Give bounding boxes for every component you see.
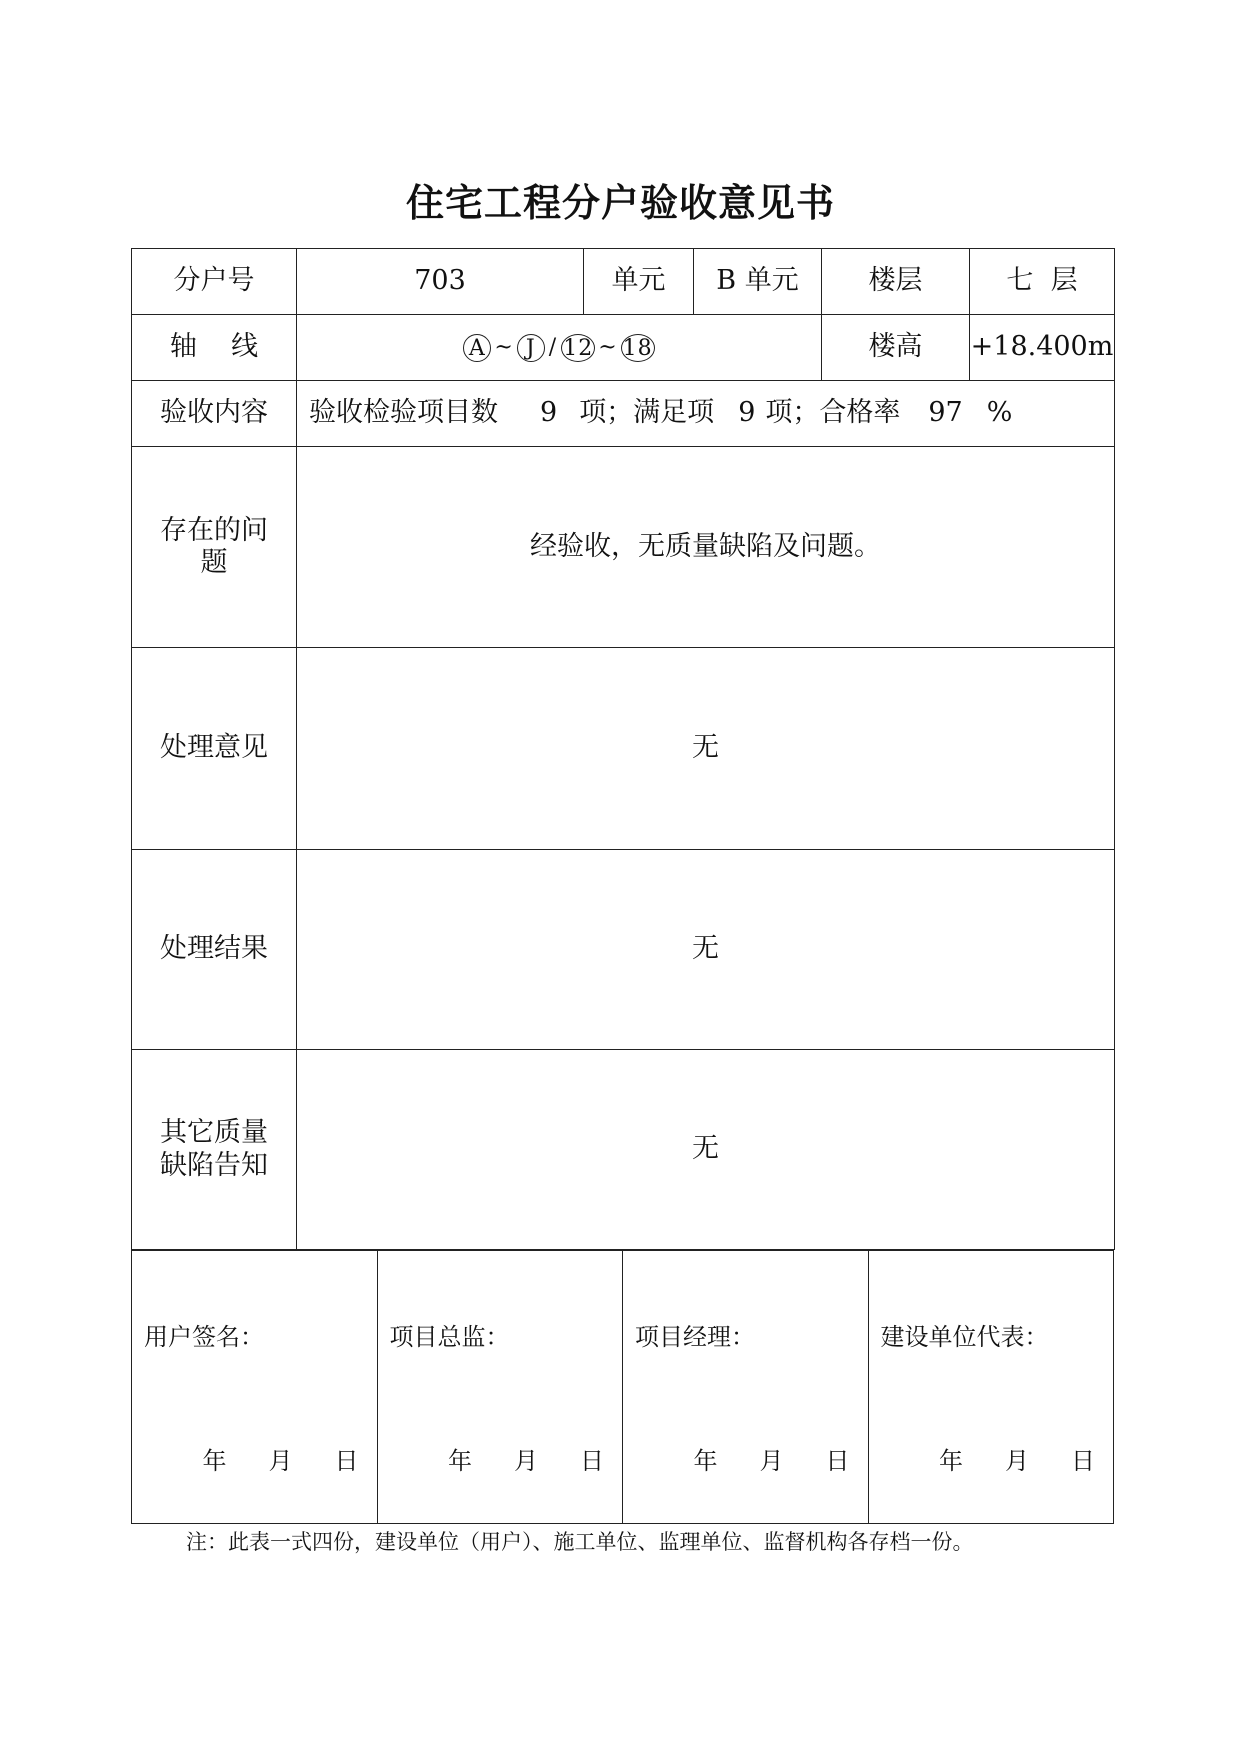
tilde-sep: ~ <box>598 334 618 360</box>
axis-value <box>297 315 822 381</box>
signature-cell-owner-rep[interactable] <box>868 1251 1114 1524</box>
axis-mark-a: A <box>463 334 491 362</box>
problems-label-line1: 存在的问 <box>160 514 268 546</box>
unit-label: 单元 <box>584 249 694 315</box>
axis-mark-12: 12 <box>563 335 594 361</box>
floor-value: 七 层 <box>970 249 1115 315</box>
row-result <box>132 850 1115 1050</box>
tilde-sep: ~ <box>494 334 514 360</box>
items-count: 9 <box>540 397 558 429</box>
satisfied-count: 9 <box>738 397 756 429</box>
signature-label: 项目总监： <box>389 1323 510 1351</box>
signature-date: 年 月 日 <box>939 1447 1095 1475</box>
unit-value: B 单元 <box>694 249 822 315</box>
footnote: 注：此表一式四份，建设单位（用户）、施工单位、监理单位、监督机构各存档一份。 <box>186 1530 974 1554</box>
row-axis <box>132 315 1115 381</box>
acceptance-form-table <box>131 248 1115 1250</box>
signature-cell-manager[interactable] <box>623 1251 869 1524</box>
row-content <box>132 381 1115 447</box>
opinion-value: 无 <box>297 648 1115 850</box>
axis-label: 轴 线 <box>132 315 297 381</box>
result-label: 处理结果 <box>132 850 297 1050</box>
signature-date: 年 月 日 <box>448 1447 604 1475</box>
row-other-defects <box>132 1050 1115 1250</box>
signature-date: 年 月 日 <box>202 1447 359 1475</box>
result-value: 无 <box>297 850 1115 1050</box>
satisfied-unit: 项；合格率 <box>765 397 901 429</box>
height-value: +18.400m <box>970 315 1115 381</box>
other-label-line1: 其它质量 <box>160 1117 268 1149</box>
row-household <box>132 249 1115 315</box>
page-title: 住宅工程分户验收意见书 <box>405 180 835 225</box>
signature-label: 项目经理： <box>635 1323 755 1351</box>
axis-mark-18: 18 <box>622 335 653 361</box>
problems-value: 经验收，无质量缺陷及问题。 <box>297 447 1115 648</box>
floor-label: 楼层 <box>822 249 970 315</box>
signature-label: 建设单位代表： <box>880 1323 1049 1351</box>
problems-label-line2: 题 <box>200 547 228 578</box>
opinion-label: 处理意见 <box>132 648 297 850</box>
problems-label <box>132 447 297 648</box>
pass-rate: 97 <box>928 397 963 429</box>
row-problems <box>132 447 1115 648</box>
household-value: 703 <box>297 249 584 315</box>
axis-mark-j: J <box>517 334 545 362</box>
height-label: 楼高 <box>822 315 970 381</box>
items-label: 验收检验项目数 <box>309 397 498 429</box>
signature-cell-supervisor[interactable] <box>377 1251 623 1524</box>
slash-sep: / <box>548 334 558 360</box>
content-label: 验收内容 <box>132 381 297 447</box>
row-opinion <box>132 648 1115 850</box>
signature-table <box>131 1250 1114 1524</box>
signature-cell-user[interactable] <box>132 1251 378 1524</box>
percent-sign: % <box>986 397 1013 429</box>
signature-label: 用户签名： <box>144 1323 264 1351</box>
signature-date: 年 月 日 <box>693 1447 850 1475</box>
household-label: 分户号 <box>132 249 297 315</box>
items-unit: 项；满足项 <box>579 397 715 429</box>
other-label-line2: 缺陷告知 <box>160 1149 268 1181</box>
content-value <box>297 381 1115 447</box>
other-label <box>132 1050 297 1250</box>
other-value: 无 <box>297 1050 1115 1250</box>
